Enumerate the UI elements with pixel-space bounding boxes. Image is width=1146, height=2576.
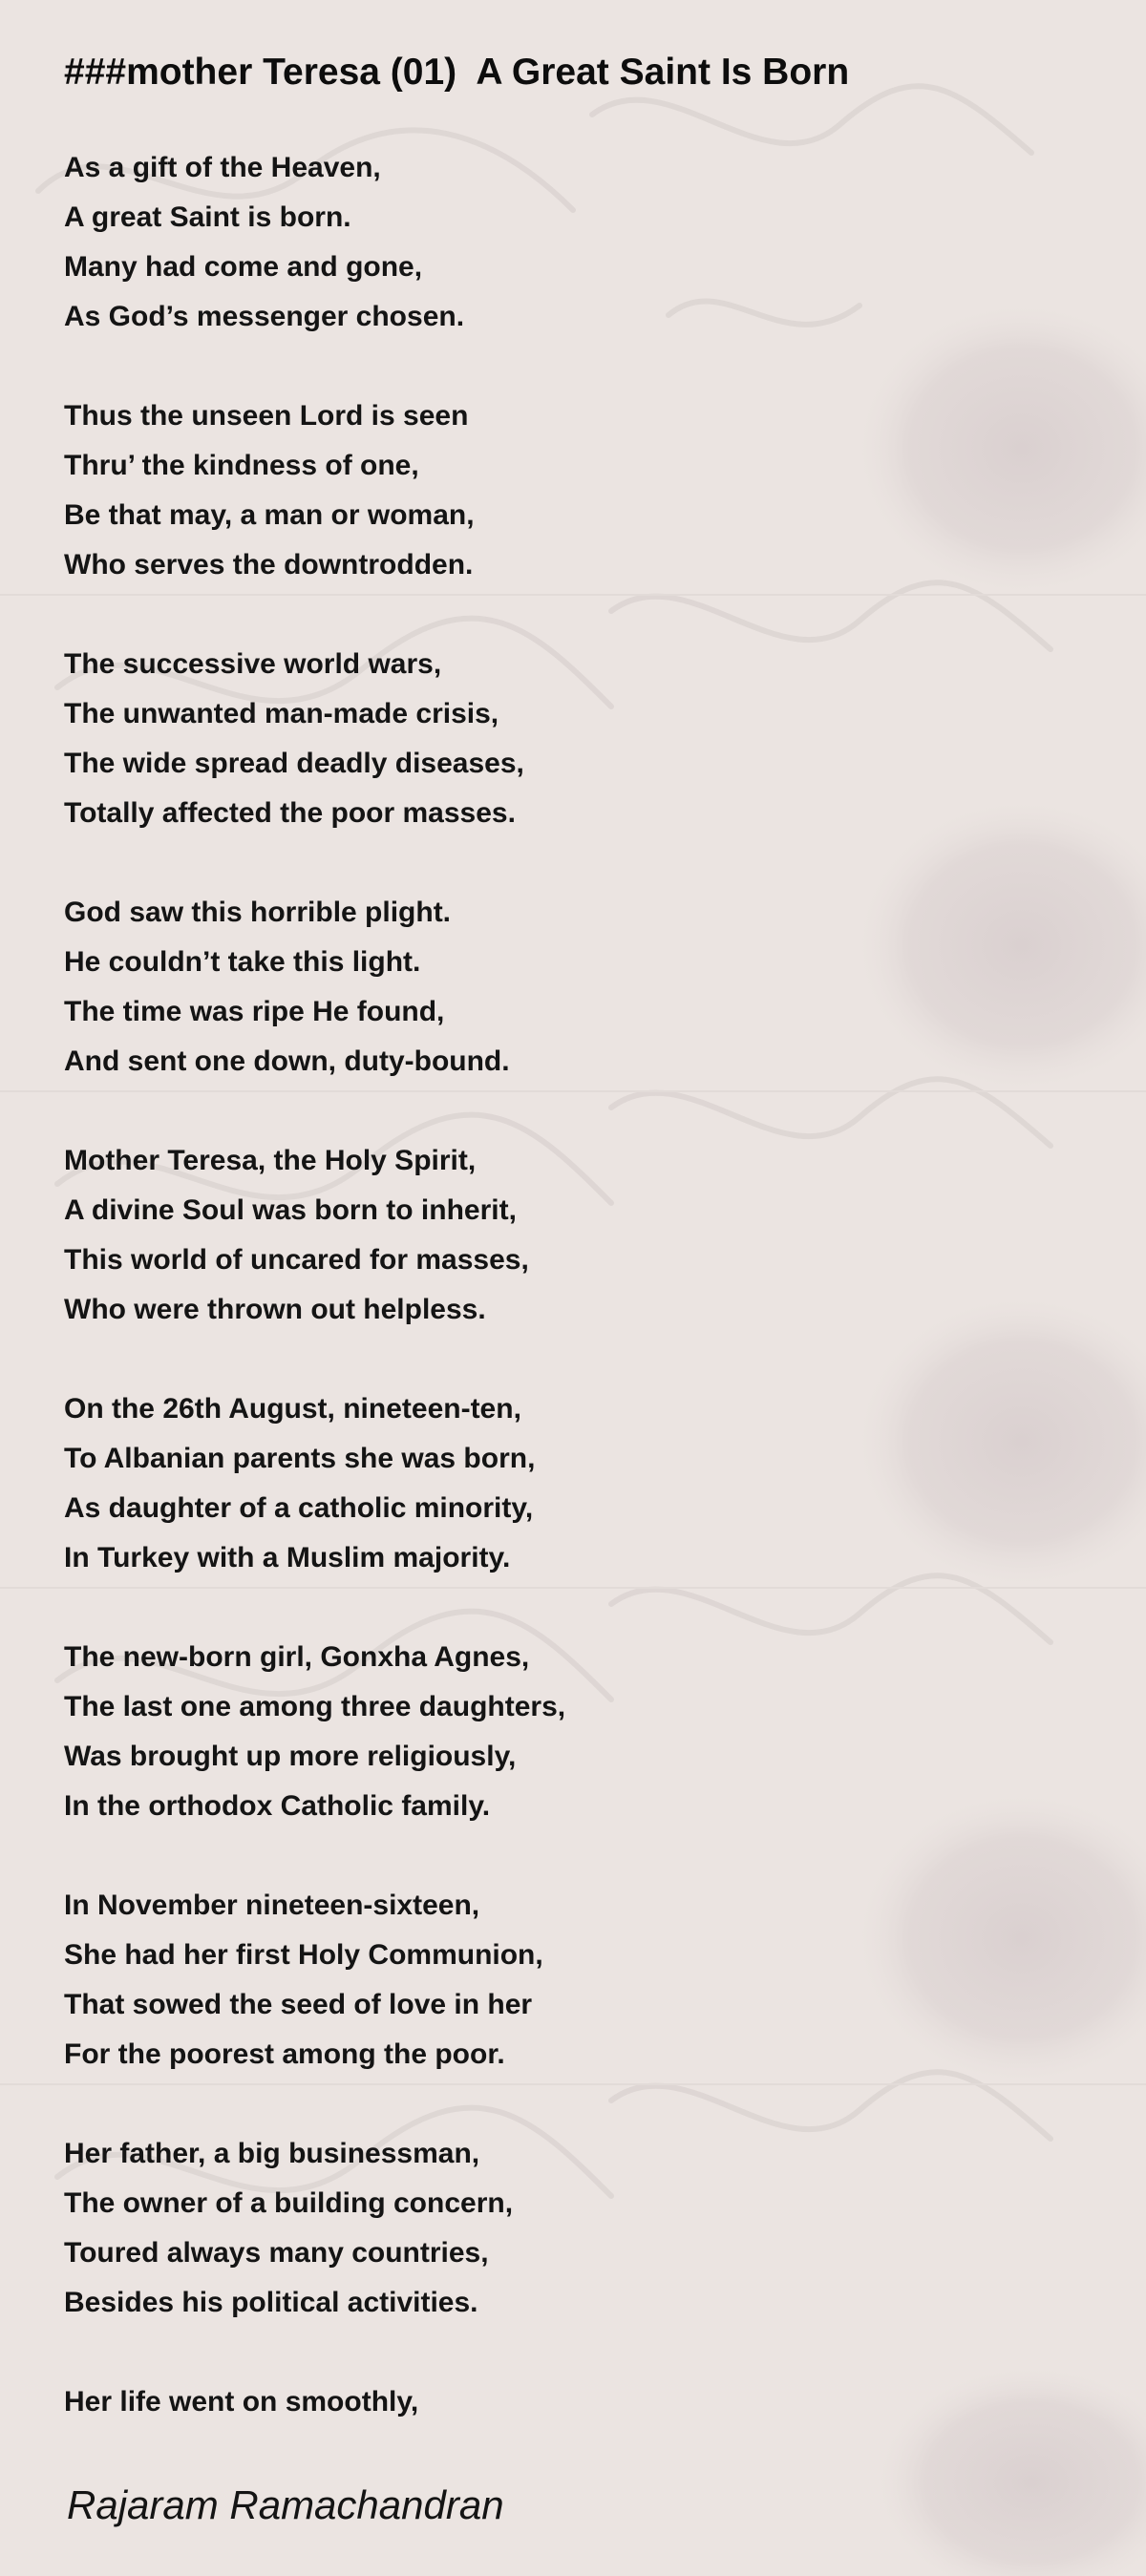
poem-line: Her life went on smoothly, [64,2386,419,2418]
stanza [64,1136,1095,1335]
poem-line: A great Saint is born. [64,201,351,233]
stanza [64,391,1095,590]
stanza [64,2377,1095,2427]
poem-line: Besides his political activities. [64,2287,478,2318]
poem-line: The last one among three daughters, [64,1691,566,1722]
poem-line: To Albanian parents she was born, [64,1443,536,1474]
poem-line: This world of uncared for masses, [64,1244,529,1276]
poem-line: She had her first Holy Communion, [64,1939,543,1971]
stanza [64,1881,1095,2080]
poem-line: As God’s messenger chosen. [64,301,465,332]
poem-line: The time was ripe He found, [64,996,445,1027]
poem-line: Thru’ the kindness of one, [64,450,419,481]
poem-line: Totally affected the poor masses. [64,797,516,829]
poem-line: That sowed the seed of love in her [64,1989,533,2020]
poem-line: Who serves the downtrodden. [64,549,474,581]
poem-line: As a gift of the Heaven, [64,152,381,183]
poem-line: Who were thrown out helpless. [64,1294,486,1325]
poem-line: And sent one down, duty-bound. [64,1045,510,1077]
poem-line: Be that may, a man or woman, [64,499,475,531]
poem-body [64,143,1095,2477]
poem-line: The successive world wars, [64,648,442,680]
poem-line: Was brought up more religiously, [64,1741,517,1772]
poem-line: A divine Soul was born to inherit, [64,1194,517,1226]
poem-line: As daughter of a catholic minority, [64,1492,534,1524]
poem-title: ###mother Teresa (01) A Great Saint Is Born [64,52,850,93]
poem-line: In November nineteen-sixteen, [64,1890,480,1921]
stanza [64,2129,1095,2328]
poem-line: The wide spread deadly diseases, [64,748,524,779]
poem-line: The owner of a building concern, [64,2187,514,2219]
poem-line: The unwanted man-made crisis, [64,698,499,729]
poem-author: Rajaram Ramachandran [67,2482,504,2527]
poem-line: He couldn’t take this light. [64,946,421,978]
poem-line: In Turkey with a Muslim majority. [64,1542,511,1573]
poem-line: Thus the unseen Lord is seen [64,400,469,432]
poem-line: The new-born girl, Gonxha Agnes, [64,1641,530,1673]
poem-line: For the poorest among the poor. [64,2038,505,2070]
stanza [64,640,1095,838]
stanza [64,888,1095,1087]
poem-line: Her father, a big businessman, [64,2138,480,2169]
stanza [64,1384,1095,1583]
poem-line: God saw this horrible plight. [64,897,452,928]
poem-line: In the orthodox Catholic family. [64,1790,491,1822]
stanza [64,1633,1095,1831]
poem-line: Mother Teresa, the Holy Spirit, [64,1145,477,1176]
stanza [64,143,1095,342]
poem-line: Many had come and gone, [64,251,423,283]
poem-line: Toured always many countries, [64,2237,489,2269]
poem-line: On the 26th August, nineteen-ten, [64,1393,521,1425]
